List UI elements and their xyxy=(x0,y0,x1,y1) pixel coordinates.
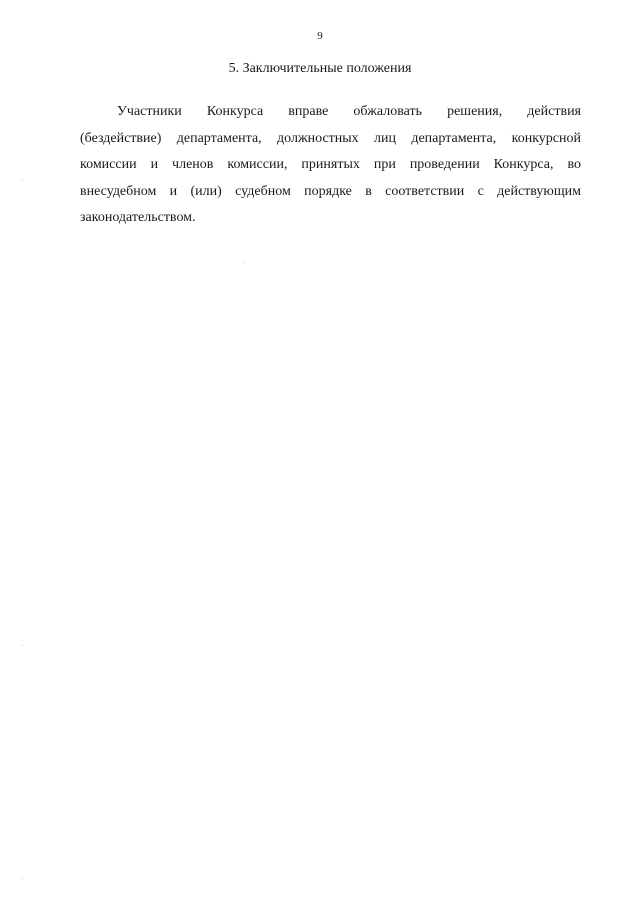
body-paragraph xyxy=(80,99,581,232)
paragraph-line: законодательством. xyxy=(80,210,196,225)
scan-speck xyxy=(22,645,23,646)
scan-speck xyxy=(22,180,23,181)
paragraph-line: внесудебном и (или) судебном порядке в соответствии с действующим xyxy=(80,183,581,199)
scan-speck xyxy=(243,262,244,263)
paragraph-line: (бездействие) департамента, должностных лиц департамента, конкурсной xyxy=(80,130,581,146)
paragraph-line: комиссии и членов комиссии, принятых при проведении Конкурса, во xyxy=(80,157,581,172)
paragraph-line: Участники Конкурса вправе обжаловать решения, действия xyxy=(117,104,581,119)
page-number: 9 xyxy=(317,30,323,42)
section-heading: 5. Заключительные положения xyxy=(228,61,412,76)
scan-speck xyxy=(22,878,23,879)
